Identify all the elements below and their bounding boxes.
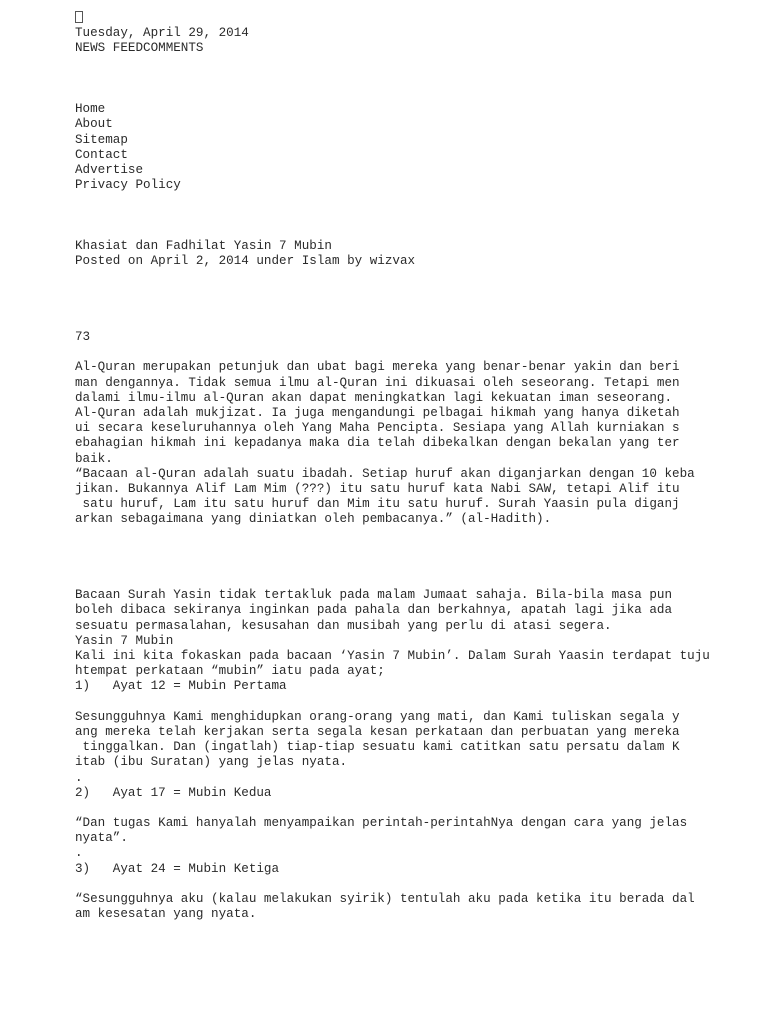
nav-item-home[interactable]: Home [75, 102, 106, 117]
text-line: baik. [75, 451, 113, 466]
text-line: Sesungguhnya Kami menghidupkan orang-orang yang mati, dan Kami tuliskan segala y [75, 709, 680, 724]
post-count: 73 [75, 330, 91, 345]
text-line: Al-Quran merupakan petunjuk dan ubat bagi mereka yang benar-benar yakin dan beri [75, 360, 680, 375]
text-line: nyata”. [75, 831, 128, 846]
text-line: satu huruf, Lam itu satu huruf dan Mim itu satu huruf. Surah Yaasin pula diganj [75, 497, 680, 512]
text-line: boleh dibaca sekiranya inginkan pada pahala dan berkahnya, apatah lagi jika ada [75, 603, 673, 618]
text-line: arkan sebagaimana yang diniatkan oleh pembacanya.” (al-Hadith). [75, 512, 552, 527]
text-line: “Sesungguhnya aku (kalau melakukan syirik) tentulah aku pada ketika itu berada dal [75, 892, 695, 907]
separator-dot: . [75, 770, 83, 785]
intro-paragraph [75, 360, 735, 527]
nav-item-about[interactable]: About [75, 117, 113, 132]
nav-menu [75, 102, 735, 193]
text-line: ebahagian hikmah ini kepadanya maka dia telah dibekalkan dengan bekalan yang ter [75, 436, 680, 451]
feed-links[interactable]: NEWS FEEDCOMMENTS [75, 41, 204, 56]
post-title[interactable]: Khasiat dan Fadhilat Yasin 7 Mubin [75, 238, 332, 253]
nav-item-advertise[interactable]: Advertise [75, 162, 144, 177]
nav-item-contact[interactable]: Contact [75, 147, 128, 162]
text-line: ui secara keseluruhannya oleh Yang Maha Pencipta. Sesiapa yang Allah kurniakan s [75, 421, 680, 436]
yasin-paragraph [75, 588, 735, 694]
text-line: “Dan tugas Kami hanyalah menyampaikan perintah-perintahNya dengan cara yang jelas [75, 816, 688, 831]
missing-glyph-icon [75, 11, 83, 23]
header-glyph [75, 11, 735, 26]
separator-dot: . [75, 846, 83, 861]
ayat17-paragraph [75, 816, 735, 877]
section-heading: Yasin 7 Mubin [75, 633, 174, 648]
ayat-item: 3) Ayat 24 = Mubin Ketiga [75, 861, 280, 876]
text-line: man dengannya. Tidak semua ilmu al-Quran ini dikuasai oleh seseorang. Tetapi men [75, 375, 680, 390]
nav-item-sitemap[interactable]: Sitemap [75, 132, 128, 147]
text-line: dalami ilmu-ilmu al-Quran akan dapat meningkatkan lagi kekuatan iman seseorang. [75, 390, 673, 405]
text-line: itab (ibu Suratan) yang jelas nyata. [75, 755, 348, 770]
text-line: Bacaan Surah Yasin tidak tertakluk pada malam Jumaat sahaja. Bila-bila masa pun [75, 588, 673, 603]
text-line: tinggalkan. Dan (ingatlah) tiap-tiap sesuatu kami catitkan satu persatu dalam K [75, 740, 680, 755]
text-line: Al-Quran adalah mukjizat. Ia juga mengandungi pelbagai hikmah yang hanya diketah [75, 405, 680, 420]
ayat-item: 1) Ayat 12 = Mubin Pertama [75, 679, 287, 694]
ayat12-paragraph [75, 710, 735, 801]
text-line: htempat perkataan “mubin” iatu pada ayat; [75, 664, 385, 679]
ayat24-paragraph [75, 892, 735, 922]
header-date: Tuesday, April 29, 2014 [75, 26, 249, 41]
post-meta: Posted on April 2, 2014 under Islam by wizvax [75, 254, 416, 269]
text-line: am kesesatan yang nyata. [75, 907, 257, 922]
text-line: ang mereka telah kerjakan serta segala kesan perkataan dan perbuatan yang mereka [75, 724, 680, 739]
text-line: sesuatu permasalahan, kesusahan dan musibah yang perlu di atasi segera. [75, 618, 612, 633]
text-line: “Bacaan al-Quran adalah suatu ibadah. Setiap huruf akan diganjarkan dengan 10 keba [75, 466, 695, 481]
page-content [75, 11, 735, 922]
text-line: Kali ini kita fokaskan pada bacaan ‘Yasin 7 Mubin’. Dalam Surah Yaasin terdapat tuju [75, 649, 710, 664]
ayat-item: 2) Ayat 17 = Mubin Kedua [75, 785, 272, 800]
text-line: jikan. Bukannya Alif Lam Mim (???) itu satu huruf kata Nabi SAW, tetapi Alif itu [75, 481, 680, 496]
nav-item-privacy-policy[interactable]: Privacy Policy [75, 178, 181, 193]
